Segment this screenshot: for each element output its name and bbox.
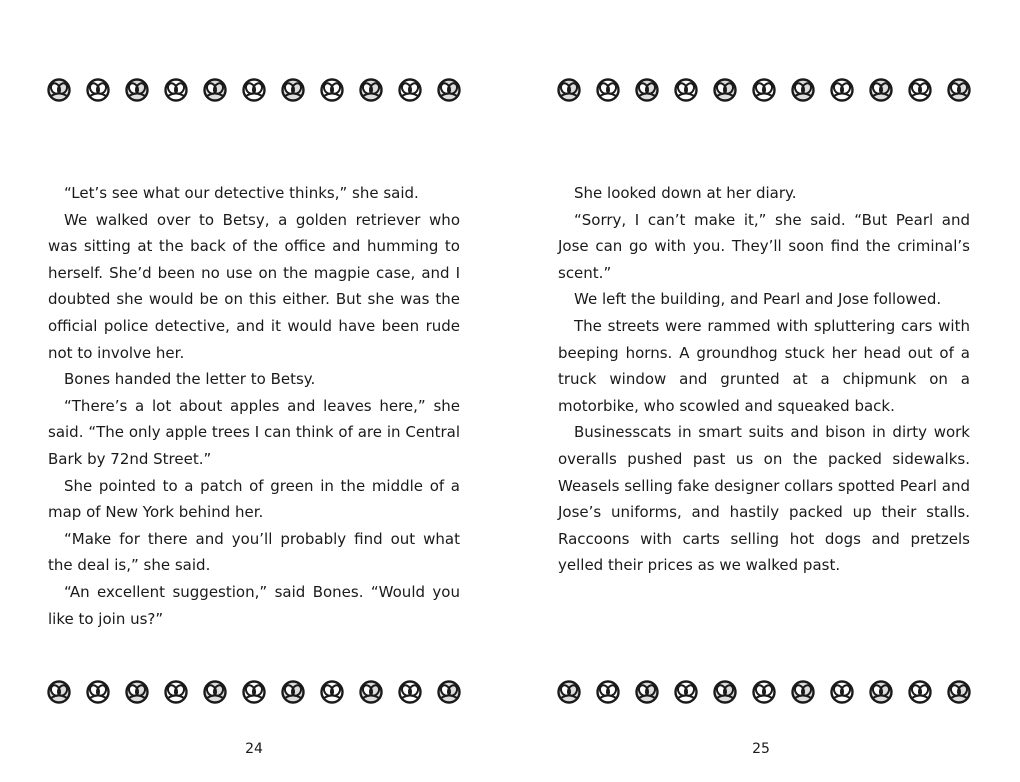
paragraph: We walked over to Betsy, a golden retriever who was sitting at the back of the office and humming to herself. She’d been no use on the magpie case, and I doubted she would be on this either. But she was the official police detective, and it would have been rude not to involve her. [48,210,460,362]
pretzel-knot-icon [673,77,699,103]
pretzel-knot-icon [397,77,423,103]
pretzel-knot-icon [358,679,384,705]
pretzel-knot-icon [829,679,855,705]
pretzel-knot-icon [436,77,462,103]
pretzel-knot-icon [946,679,972,705]
pretzel-knot-icon [751,77,777,103]
paragraph: Businesscats in smart suits and bison in dirty work overalls pushed past us on the packed sidewalks. Weasels selling fake designer collars spotted Pearl and Jose’s uniforms, and hastily packed up their stalls. Raccoons with carts selling hot dogs and pretzels yelled their prices as we walked past. [558,423,970,575]
bottom-ornament-border [46,678,462,706]
pretzel-knot-icon [946,77,972,103]
pretzel-knot-icon [319,77,345,103]
paragraph: The streets were rammed with spluttering cars with beeping horns. A groundhog stuck her head out of a truck window and grunted at a chipmunk on a motorbike, who scowled and squeaked back. [558,316,970,415]
pretzel-knot-icon [319,679,345,705]
bottom-ornament-border [556,678,972,706]
paragraph: We left the building, and Pearl and Jose followed. [574,290,942,309]
pretzel-knot-icon [397,679,423,705]
pretzel-knot-icon [241,679,267,705]
pretzel-knot-icon [790,77,816,103]
pretzel-knot-icon [280,77,306,103]
paragraph: Bones handed the letter to Betsy. [64,370,316,389]
pretzel-knot-icon [712,77,738,103]
pretzel-knot-icon [634,77,660,103]
page-number: 24 [245,741,263,757]
pretzel-knot-icon [436,679,462,705]
pretzel-knot-icon [907,679,933,705]
pretzel-knot-icon [751,679,777,705]
pretzel-knot-icon [556,679,582,705]
pretzel-knot-icon [163,679,189,705]
pretzel-knot-icon [907,77,933,103]
pretzel-knot-icon [46,679,72,705]
pretzel-knot-icon [595,77,621,103]
pretzel-knot-icon [85,679,111,705]
pretzel-knot-icon [124,77,150,103]
pretzel-knot-icon [124,679,150,705]
page-number: 25 [752,741,770,757]
pretzel-knot-icon [634,679,660,705]
paragraph: She looked down at her diary. [574,184,797,202]
paragraph: “Sorry, I can’t make it,” she said. “But Pearl and Jose can go with you. They’ll soon find the criminal’s scent.” [558,210,970,282]
pretzel-knot-icon [85,77,111,103]
right-page [510,0,1020,782]
paragraph: “An excellent suggestion,” said Bones. “Would you like to join us?” [48,582,460,628]
pretzel-knot-icon [790,679,816,705]
pretzel-knot-icon [712,679,738,705]
top-ornament-border [46,76,462,104]
pretzel-knot-icon [673,679,699,705]
pretzel-knot-icon [202,679,228,705]
pretzel-knot-icon [868,679,894,705]
pretzel-knot-icon [358,77,384,103]
pretzel-knot-icon [163,77,189,103]
top-ornament-border [556,76,972,104]
paragraph: “Make for there and you’ll probably find out what the deal is,” she said. [48,529,460,575]
pretzel-knot-icon [595,679,621,705]
pretzel-knot-icon [46,77,72,103]
pretzel-knot-icon [280,679,306,705]
body-text [558,180,970,579]
paragraph: “There’s a lot about apples and leaves here,” she said. “The only apple trees I can think of are in Central Bark by 72nd Street.” [48,396,460,468]
body-text [48,180,460,632]
pretzel-knot-icon [241,77,267,103]
pretzel-knot-icon [829,77,855,103]
paragraph: She pointed to a patch of green in the middle of a map of New York behind her. [48,476,460,522]
pretzel-knot-icon [868,77,894,103]
paragraph: “Let’s see what our detective thinks,” she said. [64,184,419,202]
pretzel-knot-icon [202,77,228,103]
pretzel-knot-icon [556,77,582,103]
